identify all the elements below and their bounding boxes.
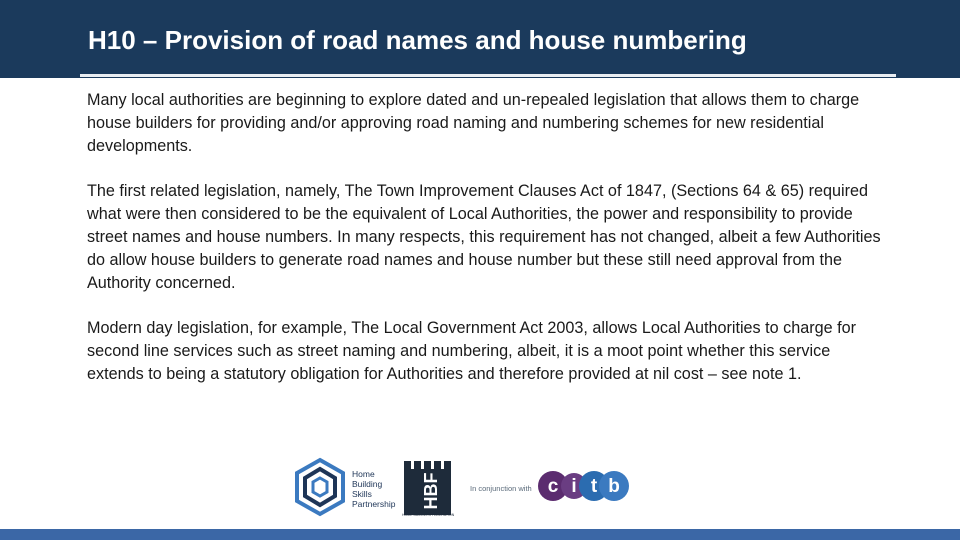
conjunction-text: In conjunction with [470, 484, 532, 493]
citb-logo-icon [538, 469, 630, 503]
paragraph-3: Modern day legislation, for example, The Local Government Act 2003, allows Local Authorities to charge for second line services such as street naming and numbering, albeit, it is a moot point whether this service extends to being a statutory obligation for Authorities and therefore provided at nil cost – see note 1. [87, 319, 857, 383]
castle-tower-logo-icon [402, 461, 458, 515]
partner-logos [290, 455, 640, 521]
svg-text:b: b [608, 476, 620, 497]
title-underline [80, 74, 896, 77]
footer-bar [0, 529, 960, 540]
slide-body [87, 89, 887, 408]
hbsp-logo-text: Home Building Skills Partnership [352, 469, 396, 509]
hbf-caption: HOME BUILDERS FEDERATION [402, 513, 455, 517]
slide-title: H10 – Provision of road names and house numbering [88, 25, 747, 55]
svg-text:c: c [547, 476, 559, 497]
svg-text:t: t [590, 476, 598, 497]
svg-text:i: i [571, 476, 577, 497]
hexagon-logo-icon [294, 457, 346, 517]
paragraph-2: The first related legislation, namely, The Town Improvement Clauses Act of 1847, (Sections 64 & 65) required what were then considered to be the equivalent of Local Authorities, the power and responsibility to provide street names and house numbers. In many respects, this requirement has not changed, albeit a few Authorities do allow house builders to generate road names and house number but these still need approval from the Authority concerned. [87, 182, 881, 292]
title-bar [0, 0, 960, 78]
svg-text:HBF: HBF [420, 472, 441, 510]
paragraph-1: Many local authorities are beginning to explore dated and un-repealed legislation that allows them to charge house builders for providing and/or approving road naming and numbering schemes for new residential developments. [87, 91, 860, 155]
